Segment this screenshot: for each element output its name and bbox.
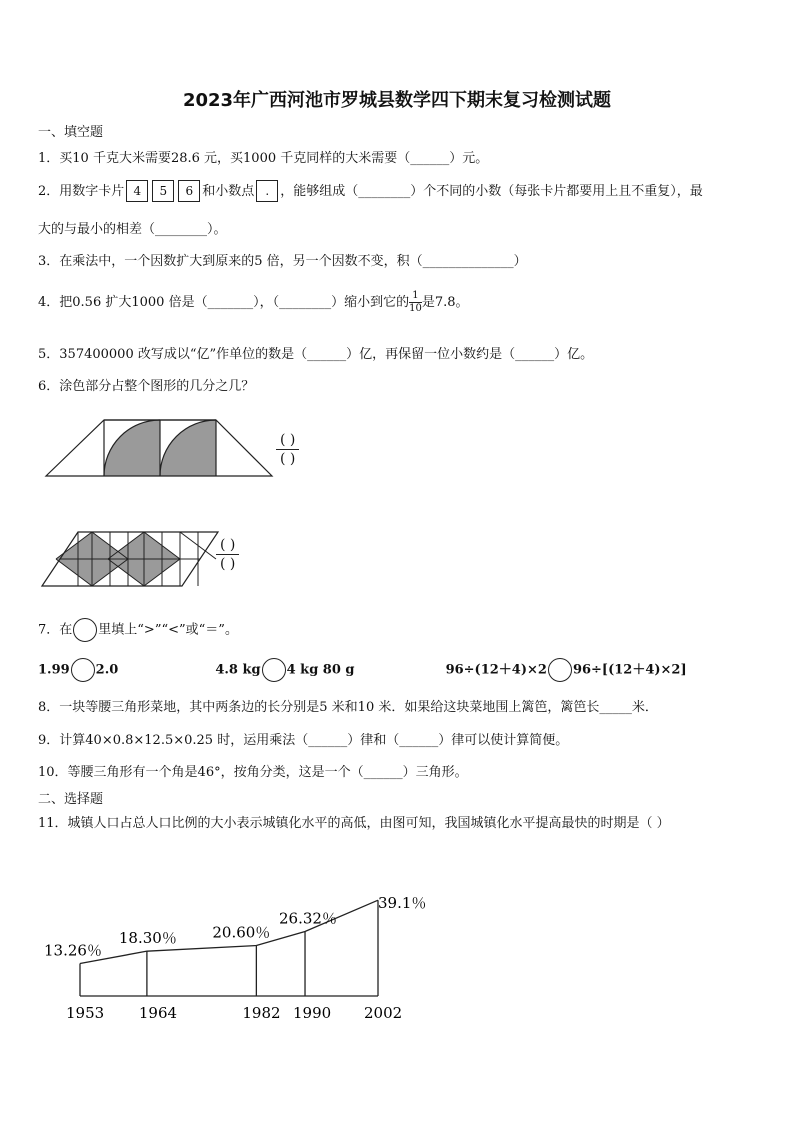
value-label-1982: 20.60％ — [212, 923, 271, 942]
x-tick-1953: 1953 — [66, 1004, 105, 1022]
q7-item2-left: 4.8 kg — [215, 662, 261, 678]
question-3: 3．在乘法中，一个因数扩大到原来的5 倍，另一个因数不变，积（______________） — [38, 254, 527, 269]
section-choice-heading: 二、选择题 — [38, 792, 104, 807]
question-9: 9．计算40×0.8×12.5×0.25 时，运用乘法（______）律和（______）律可以使计算简便。 — [38, 733, 569, 748]
question-2-line2: 大的与最小的相差（________）。 — [38, 222, 227, 237]
question-6: 6．涂色部分占整个图形的几分之几？ — [38, 379, 255, 394]
card-4: 4 — [126, 180, 148, 202]
question-11: 11．城镇人口占总人口比例的大小表示城镇化水平的高低，由图可知，我国城镇化水平提高最快的时期是（ ） — [38, 816, 670, 831]
q6-frac2-bottom: ( ) — [220, 556, 236, 572]
q6-answer-fraction-2[interactable] — [216, 536, 239, 573]
shaded-quarter-2 — [160, 420, 216, 476]
q7-item1-left: 1.99 — [38, 662, 70, 678]
q4-text-b: 是7.8。 — [421, 295, 469, 310]
q4-text-a: 4．把0.56 扩大1000 倍是（_______），（________）缩小到它的 — [38, 295, 410, 310]
q6-figure-trapezoid — [44, 418, 274, 480]
card-6: 6 — [178, 180, 200, 202]
compare-circle-1[interactable] — [71, 658, 95, 682]
value-label-1953: 13.26％ — [44, 941, 102, 960]
q6-figure-parallelogram — [40, 528, 220, 592]
q2-mid: 和小数点 — [202, 184, 255, 199]
card-dot: . — [256, 180, 278, 202]
question-10: 10．等腰三角形有一个角是46°，按角分类，这是一个（______）三角形。 — [38, 765, 468, 780]
x-tick-1964: 1964 — [138, 1004, 178, 1022]
urbanization-chart — [40, 860, 450, 1030]
q4-frac-num: 1 — [409, 290, 422, 303]
q6-frac1-bottom: ( ) — [280, 451, 296, 467]
q6-frac2-top: ( ) — [216, 536, 239, 555]
q7-item3-right: 96÷[(12＋4)×2] — [572, 662, 687, 678]
q6-answer-fraction-1[interactable] — [276, 431, 299, 468]
q4-frac-den: 10 — [409, 303, 422, 314]
question-4 — [38, 290, 469, 315]
question-7 — [38, 618, 238, 642]
page-title: 2023年广西河池市罗城县数学四下期末复习检测试题 — [182, 90, 612, 111]
value-label-1964: 18.30％ — [118, 929, 177, 948]
q7-text-a: 7．在 — [38, 622, 73, 638]
x-tick-1990: 1990 — [293, 1004, 332, 1022]
q7-item2-right: 4 kg 80 g — [286, 662, 355, 678]
question-1: 1．买10 千克大米需要28.6 元，买1000 千克同样的大米需要（______）元。 — [38, 151, 489, 166]
q2-prefix: 2．用数字卡片 — [38, 184, 125, 199]
q2-suffix: ，能够组成（________）个不同的小数（每张卡片都要用上且不重复），最 — [280, 184, 703, 199]
x-tick-2002: 2002 — [364, 1004, 403, 1022]
question-5: 5．357400000 改写成以“亿”作单位的数是（______）亿，再保留一位小数约是（______）亿。 — [38, 347, 594, 362]
question-7-items — [38, 658, 687, 682]
x-tick-1982: 1982 — [242, 1004, 281, 1022]
card-5: 5 — [152, 180, 174, 202]
q6-frac1-top: ( ) — [276, 431, 299, 450]
compare-circle-2[interactable] — [262, 658, 286, 682]
section-fill-heading: 一、填空题 — [38, 125, 104, 140]
q7-item3-left: 96÷(12＋4)×2 — [445, 662, 547, 678]
compare-circle-example — [73, 618, 97, 642]
q4-fraction — [409, 290, 422, 315]
compare-circle-3[interactable] — [548, 658, 572, 682]
q7-item1-right: 2.0 — [95, 662, 119, 678]
question-2 — [38, 180, 703, 202]
value-label-1990: 26.32％ — [279, 909, 337, 928]
value-label-2002: 39.1％ — [378, 894, 427, 913]
question-8: 8．一块等腰三角形菜地，其中两条边的长分别是5 米和10 米．如果给这块菜地围上篱笆，篱笆长_____米． — [38, 700, 658, 715]
q7-text-b: 里填上“>”“<”或“＝”。 — [98, 622, 238, 638]
